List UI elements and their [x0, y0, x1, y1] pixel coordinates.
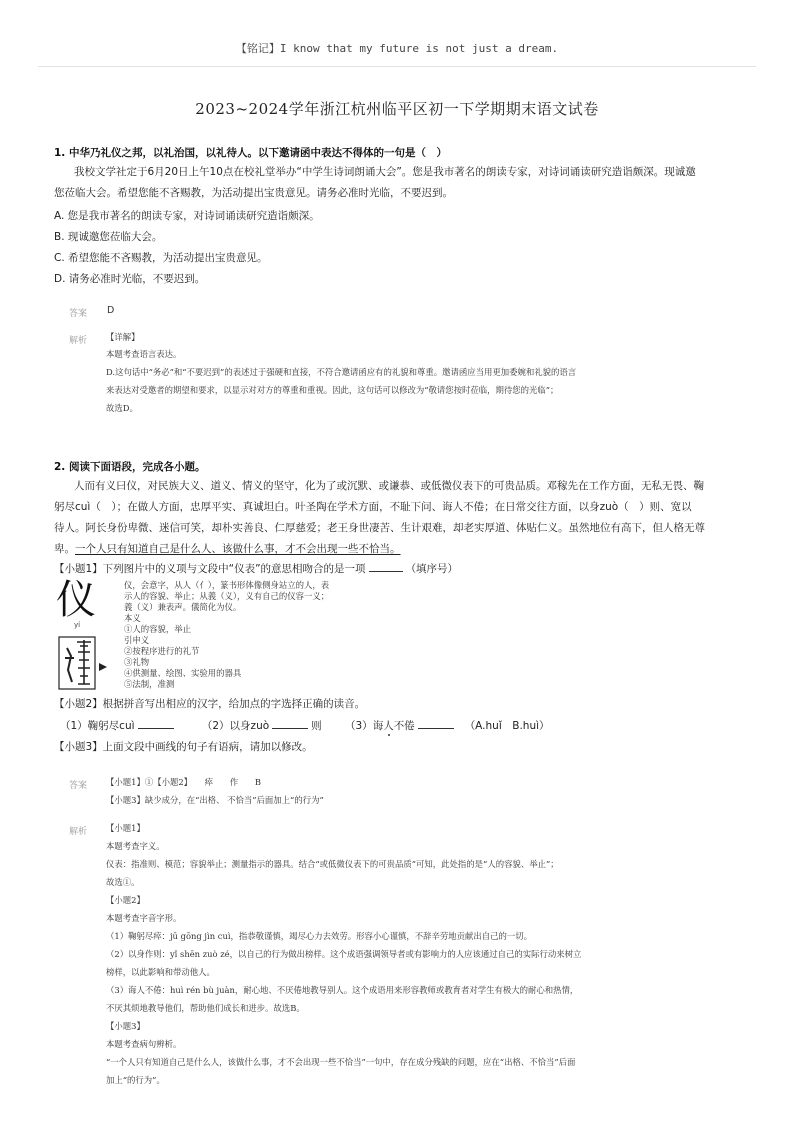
figure-def-line: 引申义	[124, 635, 150, 645]
passage-text: 卑。	[54, 543, 75, 555]
q1-analysis-label: 解析	[69, 336, 88, 346]
q1-passage-line1: 我校文学社定于6月20日上午10点在校礼堂举办“中学生诗词朗诵大会”。您是我市著名的朗读专家，对诗词诵读研究造诣颇深。现诚邀	[74, 166, 696, 178]
q2-passage-line4	[54, 539, 401, 560]
item2-suffix: 则	[311, 720, 322, 732]
item2-label: （2）以身zuò	[201, 720, 270, 732]
analysis-line: 【小题2】	[106, 895, 145, 905]
item3-blank[interactable]	[418, 718, 454, 729]
analysis-line: 来表达对受邀者的期望和要求，以显示对对方的尊重和重视。因此，这句话可以修改为“敬请您按时莅临，期待您的光临”；	[106, 385, 559, 395]
q2-passage-line1: 人而有义曰仪，对民族大义、道义、情义的坚守，化为了或沉默、或谦恭、或低微仪表下的可贵品质。邓稼先在工作方面，无私无畏、鞠	[74, 480, 704, 492]
sub1-text: 【小题1】下列图片中的义项与文段中“仪表”的意思相吻合的是一项	[54, 563, 366, 575]
figure-def-line: 仪，会意字，从人（亻），篆书形体像侧身站立的人，表	[124, 580, 330, 590]
q2-sub2: 【小题2】根据拼音写出相应的汉字，给加点的字选择正确的读音。	[54, 698, 366, 710]
analysis-line: 故选D。	[106, 403, 138, 413]
analysis-line: 加上“的行为”。	[106, 1075, 165, 1085]
analysis-line: 【小题1】	[106, 823, 145, 833]
analysis-line: 本题考查字义。	[106, 841, 165, 851]
figure-def-line: 示人的容貌、举止；从義（义），义有自己的仪容一义；	[124, 591, 330, 601]
item3-options: （A.huǐ B.huì）	[464, 720, 550, 732]
header-divider	[38, 66, 756, 67]
q2-stem: 2. 阅读下面语段，完成各小题。	[54, 461, 206, 473]
analysis-line: （3）诲人不倦：huì rén bù juàn，耐心地、不厌倦地教导别人。这个成语用来形容教师或教育者对学生有极大的耐心和热情，	[106, 985, 579, 995]
header-motto: 【铭记】I know that my future is not just a dream.	[235, 42, 559, 55]
analysis-line: 本题考查语言表达。	[106, 349, 182, 359]
q1-option-b[interactable]: B. 现诚邀您莅临大会。	[54, 231, 163, 243]
figure-def-line: 義（义）兼表声。儀简化为仪。	[124, 602, 242, 612]
dotted-character: 人	[383, 720, 394, 732]
ancient-script-icon	[58, 636, 118, 692]
answer-line: 【小题1】①【小题2】 瘁 作 B	[106, 777, 261, 787]
item3-label: （3）	[345, 720, 373, 732]
q2-passage-line3: 待人。阿长身份卑微、迷信可笑，却朴实善良、仁厚慈爱；老王身世凄苦、生计艰难，却老实厚道、体贴仁义。虽然地位有高下，但人格无尊	[54, 522, 705, 534]
analysis-line: 本题考查字音字形。	[106, 913, 182, 923]
analysis-line: （1）鞠躬尽瘁：jū gōng jìn cuì，指恭敬谨慎，竭尽心力去效劳。形容小心谨慎，不辞辛劳地贡献出自己的一切。	[106, 931, 533, 941]
analysis-line: 榜样，以此影响和带动他人。	[106, 967, 215, 977]
analysis-line: 故选①。	[106, 877, 140, 887]
item1-label: （1）鞠躬尽cuì	[60, 720, 135, 732]
q1-option-c[interactable]: C. 希望您能不吝赐教，为活动提出宝贵意见。	[54, 252, 268, 264]
item1-blank[interactable]	[138, 718, 174, 729]
q1-stem: 1. 中华乃礼仪之邦，以礼治国，以礼待人。以下邀请函中表达不得体的一句是（ ）	[54, 147, 447, 159]
q1-option-a[interactable]: A. 您是我市著名的朗读专家，对诗词诵读研究造诣颇深。	[54, 210, 320, 222]
sub1-blank[interactable]	[369, 561, 403, 572]
q2-answer-label: 答案	[69, 781, 88, 791]
q1-answer-label: 答案	[69, 309, 88, 319]
answer-line: 【小题3】缺少成分，在“出格、 不恰当”后面加上“的行为”	[106, 795, 324, 805]
q2-sub1	[54, 559, 458, 580]
analysis-line: 本题考查病句辨析。	[106, 1039, 182, 1049]
item2-blank[interactable]	[272, 718, 308, 729]
figure-def-line: ③礼物	[124, 657, 150, 667]
q1-answer: D	[107, 305, 115, 316]
document-title: 2023~2024学年浙江杭州临平区初一下学期期末语文试卷	[195, 100, 599, 118]
q2-passage-line2: 躬尽cuì（ ）；在做人方面，忠厚平实、真诚坦白。叶圣陶在学术方面，不耻下问、诲人不倦；在日常交往方面，以身zuò（ ）则、宽以	[54, 501, 692, 513]
figure-def-line: ①人的容貌，举止	[124, 624, 191, 634]
underlined-sentence: 一个人只有知道自己是什么人、该做什么事，才不会出现一些不恰当。	[75, 543, 401, 555]
analysis-line: 不厌其烦地教导他们，帮助他们成长和进步。故选B。	[106, 1003, 305, 1013]
glyph-character: 仪	[56, 577, 96, 623]
q1-passage-line2: 您莅临大会。希望您能不吝赐教，为活动提出宝贵意见。请务必准时光临，不要迟到。	[54, 187, 453, 199]
analysis-line: D.这句话中“务必”和“不要迟到”的表述过于强硬和直接，不符合邀请函应有的礼貌和尊重。邀请函应当用更加委婉和礼貌的语言	[106, 367, 577, 377]
item3-word-a: 诲	[372, 720, 384, 732]
q2-sub3: 【小题3】上面文段中画线的句子有语病，请加以修改。	[54, 741, 313, 753]
glyph-pinyin: yí	[74, 621, 81, 629]
analysis-line: 【详解】	[106, 332, 140, 342]
figure-def-line: 本义	[124, 613, 141, 623]
analysis-line: 仪表：指准则、模范；容貌举止；测量指示的器具。结合“或低微仪表下的可贵品质”可知，此处指的是“人的容貌、举止”；	[106, 859, 559, 869]
sub1-tail: （填序号）	[405, 563, 459, 575]
figure-def-line: ⑤法制，准测	[124, 679, 175, 689]
figure-def-line: ②按程序进行的礼节	[124, 646, 200, 656]
analysis-line: “一个人只有知道自己是什么人，该做什么事，才不会出现一些不恰当”一句中，存在成分残缺的问题，应在“出格、不恰当”后面	[106, 1057, 576, 1067]
analysis-line: 【小题3】	[106, 1021, 145, 1031]
analysis-line: （2）以身作则：yǐ shēn zuò zé，以自己的行为做出榜样。这个成语强调领导者或有影响力的人应该通过自己的实际行动来树立	[106, 949, 582, 959]
q2-sub2-items	[60, 716, 550, 737]
dictionary-figure	[56, 578, 356, 696]
figure-def-line: ④供测量、绘图、实验用的器具	[124, 668, 242, 678]
q1-option-d[interactable]: D. 请务必准时光临，不要迟到。	[54, 273, 206, 285]
q2-analysis-label: 解析	[69, 827, 88, 837]
item3-word-b: 不倦	[393, 720, 415, 732]
